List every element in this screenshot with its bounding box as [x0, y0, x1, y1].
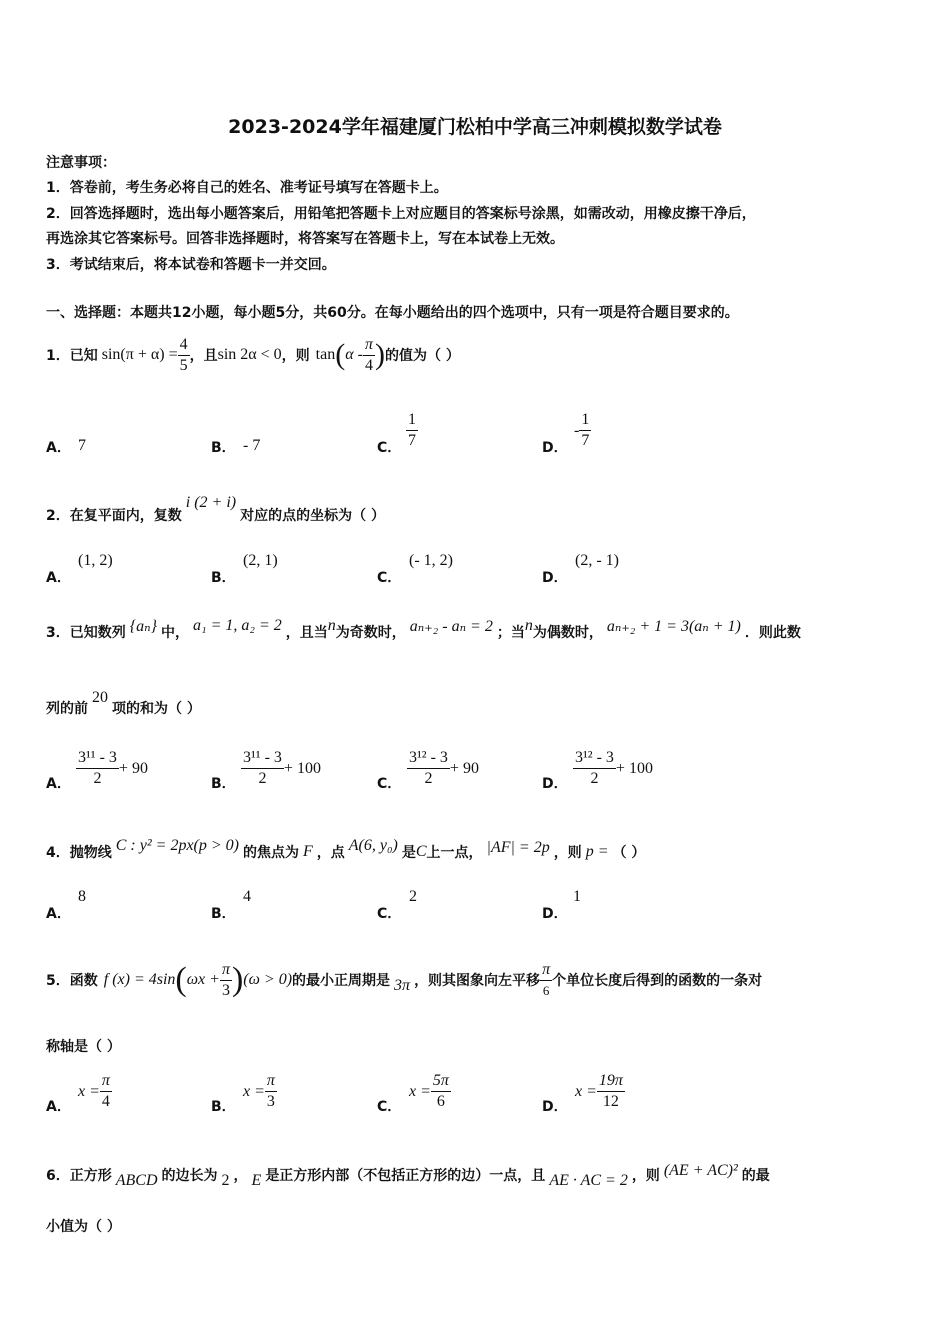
option-d-label: D． [542, 440, 568, 456]
question-4: 4．抛物线 C : y² = 2px(p > 0) 的焦点为 F ，点 A(6, y₀) 是 C 上一点， |AF| = 2p ，则 p = （ ） [46, 837, 646, 861]
notice-item: 再选涂其它答案标号。回答非选择题时，将答案写在答题卡上，写在本试卷上无效。 [46, 231, 564, 247]
option-b: 4 [243, 888, 251, 905]
question-1: 1．已知 sin(π + α) = $\frac{4}{5}$ ，且 sin 2α < 0 ，则 tan ( α - $\frac{\pi}{4}$ ) 的值为（ ） [46, 335, 460, 374]
option-d-label: D． [542, 906, 568, 922]
option-b-label: B． [211, 1099, 236, 1115]
option-d-label: D． [542, 570, 568, 586]
notice-item: 2．回答选择题时，选出每小题答案后，用铅笔把答题卡上对应题目的答案标号涂黑，如需改动，用橡皮擦干净后， [46, 206, 756, 222]
question-6-cont: 小值为（ ） [46, 1219, 121, 1235]
option-d: 1 [573, 888, 581, 905]
option-b-label: B． [211, 440, 236, 456]
option-d: - $\frac{1}{7}$ [574, 411, 590, 449]
question-2: 2．在复平面内，复数 i (2 + i) 对应的点的坐标为（ ） [46, 494, 385, 524]
notice-heading: 注意事项： [46, 155, 116, 171]
option-c-label: C． [377, 570, 402, 586]
option-b-label: B． [211, 906, 236, 922]
option-a-label: A． [46, 776, 71, 792]
question-6: 6．正方形 ABCD 的边长为 2 ， E 是正方形内部（不包括正方形的边）一点，且 AE · AC = 2 ，则 (AE + AC)² 的最 [46, 1162, 770, 1189]
option-d: $\frac{\text{3¹² - 3}}{2}$ + 100 [575, 749, 653, 787]
option-c: x = $\frac{5\pi}{6}$ [409, 1072, 449, 1110]
option-a: x = $\frac{\pi}{4}$ [78, 1072, 110, 1110]
option-c: (- 1, 2) [409, 552, 453, 569]
option-d-label: D． [542, 1099, 568, 1115]
question-3-cont: 列的前 20 项的和为（ ） [46, 689, 201, 717]
option-c: $\frac{\text{3¹² - 3}}{2}$ + 90 [409, 749, 479, 787]
option-b: (2, 1) [243, 552, 278, 569]
option-a-label: A． [46, 570, 71, 586]
option-a: 8 [78, 888, 86, 905]
option-b: - 7 [243, 437, 261, 454]
option-a: $\frac{\text{3¹¹ - 3}}{2}$ + 90 [78, 749, 148, 787]
option-a-label: A． [46, 440, 71, 456]
option-b-label: B． [211, 776, 236, 792]
question-5-cont: 称轴是（ ） [46, 1039, 121, 1055]
question-5: 5．函数 f (x) = 4sin ( ωx + $\frac{\pi}{3}$ ) (ω > 0) 的最小正周期是 3π ，则其图象向左平移 $\frac{\pi}{6}$ 个单位长度后得到的函数的一条对 [46, 960, 763, 999]
option-b: x = $\frac{\pi}{3}$ [243, 1072, 275, 1110]
question-3: 3．已知数列 {aₙ} 中， a₁ = 1, a₂ = 2 ，且当 n 为奇数时， aₙ₊₂ - aₙ = 2 ；当 n 为偶数时， aₙ₊₂ + 1 = 3(aₙ + 1) ．则此数 [46, 617, 801, 641]
page-title: 2023-2024学年福建厦门松柏中学高三冲刺模拟数学试卷 [228, 116, 722, 138]
notice-item: 3．考试结束后，将本试卷和答题卡一并交回。 [46, 257, 336, 273]
option-c-label: C． [377, 776, 402, 792]
option-c-label: C． [377, 906, 402, 922]
option-a: (1, 2) [78, 552, 113, 569]
option-c-label: C． [377, 440, 402, 456]
option-c: $\frac{1}{7}$ [408, 411, 416, 449]
option-c-label: C． [377, 1099, 402, 1115]
option-b-label: B． [211, 570, 236, 586]
option-a-label: A． [46, 906, 71, 922]
option-d: (2, - 1) [575, 552, 619, 569]
option-a-label: A． [46, 1099, 71, 1115]
fraction: $\frac{4}{5}$ [179, 335, 188, 374]
notice-item: 1．答卷前，考生务必将自己的姓名、准考证号填写在答题卡上。 [46, 180, 448, 196]
option-c: 2 [409, 888, 417, 905]
option-b: $\frac{\text{3¹¹ - 3}}{2}$ + 100 [243, 749, 321, 787]
option-d-label: D． [542, 776, 568, 792]
option-d: x = $\frac{19\pi}{12}$ [575, 1072, 623, 1110]
section-heading: 一、选择题：本题共12小题，每小题5分，共60分。在每小题给出的四个选项中，只有一项是符合题目要求的。 [46, 305, 739, 321]
fraction: $\frac{\pi}{4}$ [364, 335, 373, 374]
option-a: 7 [78, 437, 86, 454]
